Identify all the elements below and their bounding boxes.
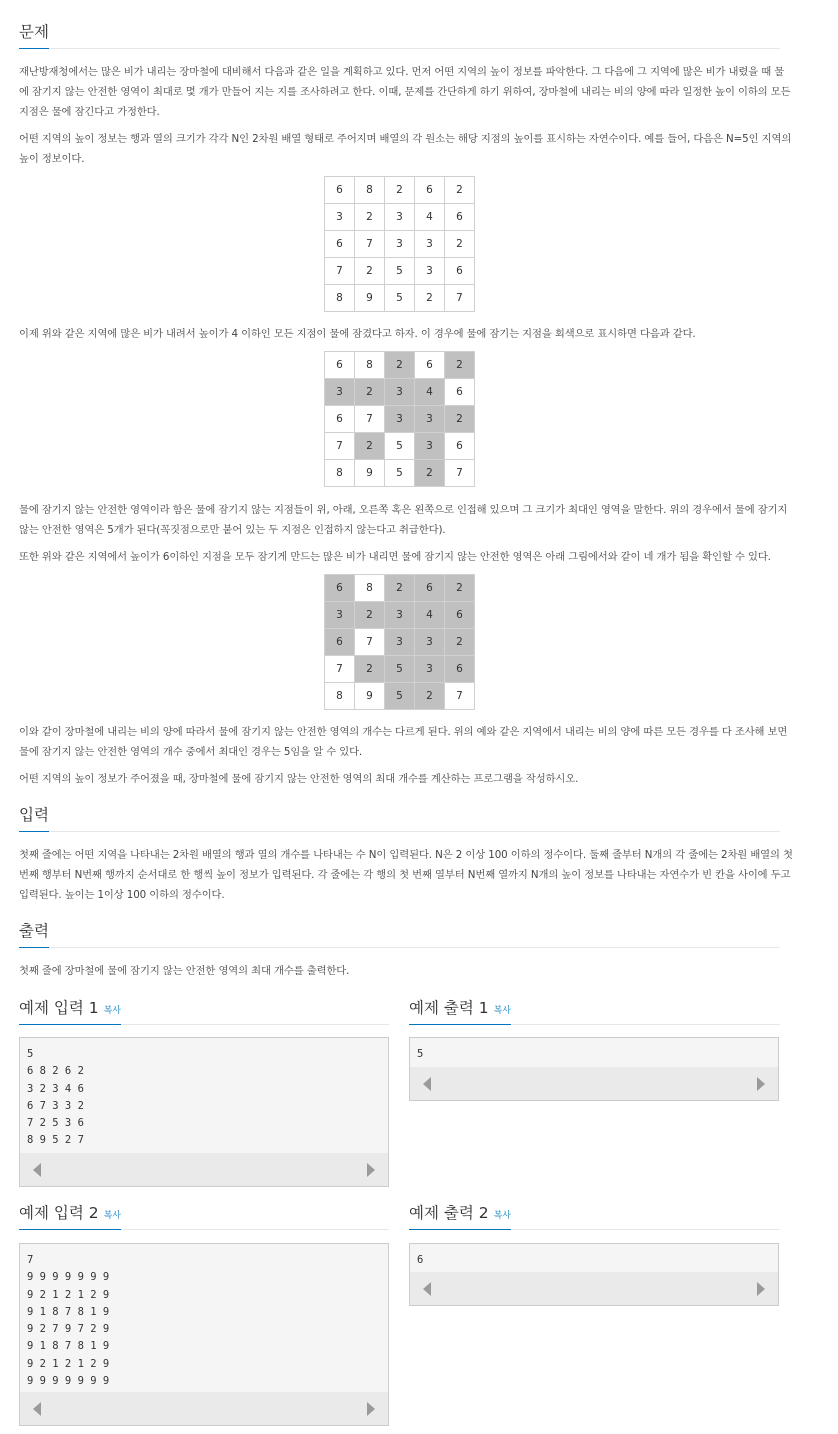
grid-cell: 9 [355,285,385,312]
sample-input-1-box[interactable] [19,1037,389,1187]
grid-cell: 3 [385,406,415,433]
horizontal-scrollbar[interactable] [410,1067,778,1100]
input-heading: 입력 [19,803,49,832]
grid-cell: 8 [355,352,385,379]
grid-cell: 2 [385,352,415,379]
problem-text-line: 물에 잠기지 않는 안전한 영역이라 함은 물에 잠기지 않는 지점들이 위, 아래, 오른쪽 혹은 왼쪽으로 인접해 있으며 그 크기가 최대인 영역을 말한다. 위의 경우에서 물에 잠기지 [19,504,788,516]
grid-cell: 7 [355,406,385,433]
grid-cell: 7 [325,258,355,285]
grid-cell: 2 [355,433,385,460]
horizontal-scrollbar[interactable] [410,1272,778,1305]
grid-cell: 3 [385,231,415,258]
problem-paragraph-2 [19,129,791,169]
copy-sample-output-2-button[interactable]: 복사 [493,1211,511,1221]
scroll-left-icon[interactable] [33,1163,41,1177]
grid-cell: 3 [325,379,355,406]
grid-cell: 8 [325,285,355,312]
grid-cell: 6 [325,177,355,204]
sample-output-2-header [409,1201,780,1230]
grid-cell: 3 [415,656,445,683]
scroll-right-icon[interactable] [367,1163,375,1177]
grid-cell: 2 [355,258,385,285]
problem-heading: 문제 [19,20,49,49]
grid-cell: 2 [445,406,475,433]
sample-input-2-title: 예제 입력 2 [19,1204,99,1222]
grid-cell: 3 [385,602,415,629]
grid-cell: 2 [355,656,385,683]
problem-paragraph-7 [19,769,578,789]
grid-cell: 3 [325,204,355,231]
grid-cell: 5 [385,460,415,487]
grid-cell: 9 [355,460,385,487]
copy-sample-input-2-button[interactable]: 복사 [103,1211,121,1221]
grid-cell: 2 [415,285,445,312]
grid-cell: 7 [325,433,355,460]
grid-cell: 3 [385,629,415,656]
output-section-header [19,919,780,948]
horizontal-scrollbar[interactable] [20,1392,388,1425]
input-text-line: 첫째 줄에는 어떤 지역을 나타내는 2차원 배열의 행과 열의 개수를 나타내는 수 N이 입력된다. N은 2 이상 100 이하의 정수이다. 둘째 줄부터 N개의 각 줄에는 2차원 배열의 첫 [19,849,793,861]
grid-row [325,258,475,285]
grid-row [325,602,475,629]
input-text-line: 번째 행부터 N번째 행까지 순서대로 한 행씩 높이 정보가 입력된다. 각 줄에는 각 행의 첫 번째 열부터 N번째 열까지 N개의 높이 정보를 나타내는 자연수가 빈 칸을 사이에 두고 [19,869,791,881]
sample-output-1-box[interactable] [409,1037,779,1101]
problem-text-line: 이제 위와 같은 지역에 많은 비가 내려서 높이가 4 이하인 모든 지점이 물에 잠겼다고 하자. 이 경우에 물에 잠기는 지점을 회색으로 표시하면 다음과 같다. [19,328,696,340]
output-heading: 출력 [19,919,49,948]
problem-text-line: 지점은 물에 잠긴다고 가정한다. [19,106,160,118]
grid-cell: 4 [415,379,445,406]
sample-input-2-box[interactable] [19,1243,389,1426]
grid-cell: 8 [325,460,355,487]
grid-cell: 6 [445,204,475,231]
grid-cell: 6 [325,629,355,656]
output-text-line: 첫째 줄에 장마철에 물에 잠기지 않는 안전한 영역의 최대 개수를 출력한다. [19,965,350,977]
grid-row [325,406,475,433]
grid-row [325,629,475,656]
grid-cell: 3 [385,379,415,406]
sample-output-2-title: 예제 출력 2 [409,1204,489,1222]
grid-cell: 6 [415,352,445,379]
horizontal-scrollbar[interactable] [20,1153,388,1186]
grid-row [325,204,475,231]
grid-cell: 5 [385,656,415,683]
grid-row [325,575,475,602]
problem-paragraph-4 [19,500,787,540]
grid-cell: 7 [355,231,385,258]
sample-input-2-text: 7 9 9 9 9 9 9 9 9 2 1 2 1 2 9 9 1 8 7 8 1 9 9 2 7 9 7 2 9 9 1 8 7 8 1 9 9 2 1 2 1 2 9 9 9 9 9 9 9 9 [27,1254,110,1388]
grid-cell: 3 [415,258,445,285]
grid-cell: 6 [325,406,355,433]
grid-row [325,177,475,204]
grid-row [325,460,475,487]
sample-output-1-text: 5 [417,1048,424,1060]
sample-output-1-title: 예제 출력 1 [409,999,489,1017]
problem-section-header [19,20,780,49]
problem-text-line: 어떤 지역의 높이 정보는 행과 열의 크기가 각각 N인 2차원 배열 형태로 주어지며 배열의 각 원소는 해당 지점의 높이를 표시하는 자연수이다. 예를 들어, 다음은 N=5인 지역의 [19,133,792,145]
scroll-right-icon[interactable] [757,1077,765,1091]
grid-cell: 2 [385,575,415,602]
sample-input-1-title: 예제 입력 1 [19,999,99,1017]
sample-input-1-text: 5 6 8 2 6 2 3 2 3 4 6 6 7 3 3 2 7 2 5 3 6 8 9 5 2 7 [27,1048,84,1147]
grid-cell: 2 [355,379,385,406]
problem-text-line: 이와 같이 장마철에 내리는 비의 양에 따라서 물에 잠기지 않는 안전한 영역의 개수는 다르게 된다. 위의 예와 같은 지역에서 내리는 비의 양에 따른 모든 경우를 다 조사해 보면 [19,726,788,738]
grid-cell: 7 [445,285,475,312]
grid-cell: 6 [445,433,475,460]
copy-sample-input-1-button[interactable]: 복사 [103,1006,121,1016]
grid-cell: 8 [355,575,385,602]
grid-cell: 2 [355,204,385,231]
grid-cell: 6 [415,177,445,204]
scroll-left-icon[interactable] [423,1282,431,1296]
problem-text-line: 어떤 지역의 높이 정보가 주어졌을 때, 장마철에 물에 잠기지 않는 안전한 영역의 최대 개수를 계산하는 프로그램을 작성하시오. [19,773,579,785]
scroll-right-icon[interactable] [757,1282,765,1296]
grid-row [325,285,475,312]
input-text-line: 입력된다. 높이는 1이상 100 이하의 정수이다. [19,889,225,901]
problem-paragraph-1 [19,62,790,122]
problem-paragraph-3 [19,324,696,344]
input-section-header [19,803,780,832]
grid-cell: 4 [415,204,445,231]
grid-cell: 6 [325,575,355,602]
grid-row [325,352,475,379]
sample-output-1-header [409,996,780,1025]
grid-cell: 6 [325,352,355,379]
height-grid [324,176,475,312]
output-description [19,961,349,981]
grid-row [325,683,475,710]
grid-cell: 6 [415,575,445,602]
sample-output-2-box[interactable] [409,1243,779,1306]
sample-input-2-header [19,1201,389,1230]
flooded-grid-rain-4 [324,351,475,487]
scroll-right-icon[interactable] [367,1402,375,1416]
grid-cell: 3 [415,406,445,433]
grid-cell: 2 [445,629,475,656]
problem-text-line: 재난방재청에서는 많은 비가 내리는 장마철에 대비해서 다음과 같은 일을 계획하고 있다. 먼저 어떤 지역의 높이 정보를 파악한다. 그 다음에 그 지역에 많은 비가 내렸을 때 물 [19,66,785,78]
grid-cell: 5 [385,433,415,460]
grid-cell: 2 [415,683,445,710]
problem-text-line: 높이 정보이다. [19,153,85,165]
input-description [19,845,793,905]
flooded-grid-rain-6 [324,574,475,710]
problem-paragraph-5 [19,547,771,567]
grid-row [325,433,475,460]
grid-cell: 5 [385,258,415,285]
problem-text-line: 에 잠기지 않는 안전한 영역이 최대로 몇 개가 만들어 지는 지를 조사하려고 한다. 이때, 문제를 간단하게 하기 위하여, 장마철에 내리는 비의 양에 따라 일정한 높이 이하의 모든 [19,86,791,98]
grid-cell: 3 [415,629,445,656]
grid-cell: 9 [355,683,385,710]
grid-cell: 3 [385,204,415,231]
grid-cell: 2 [445,575,475,602]
sample-output-2-text: 6 [417,1254,424,1266]
grid-cell: 3 [325,602,355,629]
grid-cell: 5 [385,285,415,312]
grid-row [325,379,475,406]
grid-cell: 4 [415,602,445,629]
grid-row [325,656,475,683]
grid-cell: 6 [445,258,475,285]
grid-cell: 3 [415,231,445,258]
grid-cell: 3 [415,433,445,460]
problem-text-line: 또한 위와 같은 지역에서 높이가 6이하인 지점을 모두 잠기게 만드는 많은 비가 내리면 물에 잠기지 않는 안전한 영역은 아래 그림에서와 같이 네 개가 됨을 확인할 수 있다. [19,551,771,563]
grid-cell: 8 [325,683,355,710]
grid-cell: 7 [355,629,385,656]
problem-paragraph-6 [19,722,787,762]
scroll-left-icon[interactable] [423,1077,431,1091]
grid-cell: 8 [355,177,385,204]
problem-text-line: 물에 잠기지 않는 안전한 영역의 개수 중에서 최대인 경우는 5임을 알 수 있다. [19,746,363,758]
grid-cell: 2 [445,352,475,379]
grid-cell: 6 [445,379,475,406]
grid-cell: 7 [445,683,475,710]
grid-cell: 7 [325,656,355,683]
grid-cell: 2 [445,177,475,204]
grid-cell: 6 [445,602,475,629]
grid-cell: 2 [445,231,475,258]
grid-cell: 7 [445,460,475,487]
sample-input-1-header [19,996,389,1025]
grid-row [325,231,475,258]
grid-cell: 2 [415,460,445,487]
grid-cell: 5 [385,683,415,710]
grid-cell: 6 [445,656,475,683]
copy-sample-output-1-button[interactable]: 복사 [493,1006,511,1016]
problem-text-line: 않는 안전한 영역은 5개가 된다(꼭짓점으로만 붙어 있는 두 지점은 인접하지 않는다고 취급한다). [19,524,446,536]
grid-cell: 2 [385,177,415,204]
grid-cell: 2 [355,602,385,629]
scroll-left-icon[interactable] [33,1402,41,1416]
grid-cell: 6 [325,231,355,258]
